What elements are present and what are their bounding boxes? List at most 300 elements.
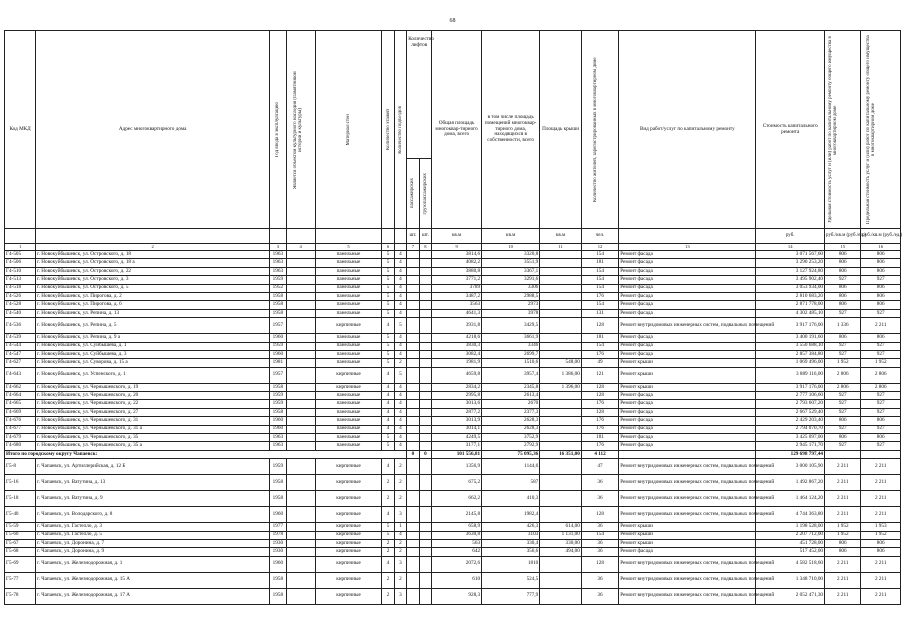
passenger-elevators [407,350,419,358]
table-row [5,267,901,275]
own-area: 2670 [482,400,540,408]
passenger-elevators [407,334,419,342]
total-passenger: 0 [407,450,419,458]
year-built: 1957 [270,318,287,334]
heritage [286,507,315,523]
mkd-code: Г4-536 [5,318,36,334]
max-cost: 806 [861,292,901,300]
total-area: 2834,2 [432,383,482,391]
mkd-code: Г4-539 [5,334,36,342]
unit-cost: 806 [825,301,861,309]
unit-cost: 927 [825,309,861,317]
total-residents: 4 112 [581,450,618,458]
year-built: 1960 [270,334,287,342]
own-area: 2628,3 [482,425,540,433]
wall-material: кирпичные [315,383,382,391]
roof-area [540,318,582,334]
column-number: 11 [540,244,582,251]
work-type: Ремонт крыши [619,383,756,391]
total-area: 3931,8 [432,318,482,334]
wall-material: кирпичные [315,556,382,572]
entrances: 2 [394,491,406,507]
work-type: Ремонт крыши [619,539,756,547]
freight-elevators [419,556,431,572]
repair-cost: 3 290 253,20 [756,259,825,267]
floors: 5 [382,259,394,267]
own-area: 1510,6 [482,359,540,367]
unit-cell: шт. [419,229,431,244]
year-built: 1930 [270,548,287,556]
max-cost: 806 [861,434,901,442]
table-row [5,475,901,491]
residents: 128 [581,408,618,416]
own-area: 1144,6 [482,459,540,475]
unit-cell [5,229,36,244]
header-roof-area: Площадь крыши [540,31,582,229]
total-area: 3771,2 [432,276,482,284]
floors: 2 [382,491,394,507]
passenger-elevators [407,417,419,425]
address: г. Чапаевск, ул. Железнодорожная, д. 17 А [36,588,270,604]
max-cost: 2 211 [861,491,901,507]
unit-cell [286,229,315,244]
unit-cost: 927 [825,408,861,416]
wall-material: панельные [315,301,382,309]
max-cost: 806 [861,284,901,292]
header-freight: грузопассажирских [422,172,428,215]
floors: 4 [382,367,394,383]
address: г. Новокуйбышевск, ул. Островского, д. 3 [36,276,270,284]
max-cost: 2 211 [861,459,901,475]
mkd-code: Г5-68 [5,548,36,556]
repair-cost: 4 744 363,80 [756,507,825,523]
own-area: 330,4 [482,539,540,547]
passenger-elevators [407,539,419,547]
mkd-code: Г4-665 [5,400,36,408]
floors: 5 [382,292,394,300]
column-number: 13 [619,244,756,251]
unit-cell: кв.м [432,229,482,244]
table-row [5,459,901,475]
roof-area [540,292,582,300]
floors: 4 [382,392,394,400]
unit-cost: 2 806 [825,383,861,391]
unit-cost: 927 [825,400,861,408]
year-built: 1963 [270,259,287,267]
freight-elevators [419,572,431,588]
roof-area: 494,00 [540,548,582,556]
own-area: 3551,9 [482,259,540,267]
roof-area [540,556,582,572]
passenger-elevators [407,318,419,334]
year-built: 1960 [270,350,287,358]
total-area: 3014,1 [432,425,482,433]
total-area: 3013,9 [432,417,482,425]
address: г. Чапаевск, ул. Володарского, д. 8 [36,507,270,523]
heritage [286,334,315,342]
roof-area [540,309,582,317]
header-entrances: Количество подъездов [397,105,403,154]
own-area: 524,5 [482,572,540,588]
unit-cell [394,229,406,244]
mkd-code: Г4-547 [5,350,36,358]
entrances: 4 [394,400,406,408]
max-cost: 927 [861,442,901,450]
year-built: 1957 [270,367,287,383]
wall-material: кирпичные [315,523,382,531]
header-code: Код МКД [5,31,36,229]
passenger-elevators [407,442,419,450]
own-area: 410,3 [482,491,540,507]
heritage [286,548,315,556]
total-area: 610 [432,572,482,588]
floors: 5 [382,301,394,309]
work-type: Ремонт фасада [619,434,756,442]
max-cost: 1 952 [861,359,901,367]
max-cost: 806 [861,334,901,342]
passenger-elevators [407,475,419,491]
address: г. Чапаевск, ул. Артиллерийская, д. 12 Б [36,459,270,475]
heritage [286,251,315,259]
table-row [5,417,901,425]
wall-material: панельные [315,417,382,425]
floors: 5 [382,523,394,531]
unit-cell: кв.м [540,229,582,244]
max-cost: 2 211 [861,475,901,491]
mkd-code: Г5-16 [5,475,36,491]
address: г. Новокуйбышевск, ул. Суйбышева, д. 3 [36,350,270,358]
total-freight: 0 [419,450,431,458]
entrances: 2 [394,359,406,367]
repair-cost: 2 794 070,70 [756,425,825,433]
total-area: 3013,6 [432,400,482,408]
entrances: 4 [394,259,406,267]
freight-elevators [419,276,431,284]
entrances: 3 [394,556,406,572]
unit-cost: 806 [825,434,861,442]
max-cost: 2 211 [861,318,901,334]
residents: 181 [581,259,618,267]
unit-cost: 2 211 [825,475,861,491]
max-cost: 2 211 [861,588,901,604]
repair-cost: 2 207 712,00 [756,531,825,539]
floors: 5 [382,251,394,259]
residents: 47 [581,459,618,475]
header-max-cost: Предельная стоимость услуг и (или) работ по капитальному ремонту общего имущества в многоквартирном доме [865,35,876,224]
heritage [286,359,315,367]
passenger-elevators [407,434,419,442]
header-total-area: Общая площадь многоквар-тирного дома, всего [432,31,482,229]
passenger-elevators [407,588,419,604]
total-roof-area: 16 351,00 [540,450,582,458]
passenger-elevators [407,309,419,317]
entrances: 4 [394,334,406,342]
roof-area: 1 386,00 [540,367,582,383]
mkd-code: Г5-59 [5,523,36,531]
heritage [286,309,315,317]
unit-cost: 806 [825,284,861,292]
year-built: 1959 [270,392,287,400]
unit-cell [382,229,394,244]
column-number: 6 [382,244,394,251]
column-number: 4 [286,244,315,251]
floors: 2 [382,572,394,588]
year-built: 1958 [270,408,287,416]
unit-cost: 2 211 [825,459,861,475]
max-cost: 2 806 [861,383,901,391]
wall-material: панельные [315,276,382,284]
unit-cost: 2 211 [825,507,861,523]
repair-cost: 3 917 176,00 [756,318,825,334]
wall-material: панельные [315,309,382,317]
mkd-code: Г5-78 [5,588,36,604]
total-area: 4659,8 [432,367,482,383]
year-built: 1978 [270,531,287,539]
own-area: 3661,9 [482,334,540,342]
entrances: 4 [394,251,406,259]
total-area: 2145,8 [432,507,482,523]
year-built: 1977 [270,523,287,531]
residents: 154 [581,531,618,539]
heritage [286,400,315,408]
residents: 176 [581,292,618,300]
freight-elevators [419,267,431,275]
roof-area: 1 131,00 [540,531,582,539]
repair-cost: 2 777 106,60 [756,392,825,400]
passenger-elevators [407,459,419,475]
year-built: 1958 [270,301,287,309]
entrances: 4 [394,276,406,284]
unit-cost: 1 952 [825,359,861,367]
entrances: 5 [394,318,406,334]
mkd-code: Г4-627 [5,359,36,367]
table-row [5,425,901,433]
work-type: Ремонт крыши [619,367,756,383]
heritage [286,434,315,442]
floors: 5 [382,334,394,342]
unit-cost: 2 211 [825,556,861,572]
mkd-code: Г4-526 [5,292,36,300]
address: г. Новокуйбышевск, ул. Чернышевского, д. 35 а [36,442,270,450]
year-built: 1930 [270,539,287,547]
address: г. Новокуйбышевск, ул. Суворова, д. 15 а [36,359,270,367]
address: г. Новокуйбышевск, ул. Пирогова, д. 2 [36,292,270,300]
mkd-code: Г4-510 [5,267,36,275]
unit-cost: 927 [825,425,861,433]
repair-cost: 2 429 203,40 [756,417,825,425]
unit-cost: 806 [825,259,861,267]
wall-material: кирпичные [315,475,382,491]
entrances: 4 [394,383,406,391]
address: г. Новокуйбышевск, ул. Суйбышева, д. 1 [36,342,270,350]
table-row [5,301,901,309]
year-built: 1959 [270,276,287,284]
heritage [286,459,315,475]
mkd-code: Г5-18 [5,491,36,507]
address: г. Новокуйбышевск, ул. Чернышевского, д. 35 [36,434,270,442]
address: г. Чапаевск, ул. Гастелло, д. 5 [36,531,270,539]
max-cost: 806 [861,539,901,547]
work-type: Ремонт внутридомовых инженерных систем, подвальных помещений [619,588,756,604]
roof-area [540,259,582,267]
total-area: 563 [432,539,482,547]
roof-area [540,491,582,507]
repair-cost: 2 871 778,00 [756,301,825,309]
page-number: 68 [449,18,456,24]
unit-cost: 806 [825,251,861,259]
table-row [5,383,901,391]
work-type: Ремонт внутридомовых инженерных систем, подвальных помещений [619,475,756,491]
table-row [5,572,901,588]
year-built: 1959 [270,342,287,350]
passenger-elevators [407,507,419,523]
heritage [286,292,315,300]
work-type: Ремонт фасада [619,425,756,433]
roof-area [540,417,582,425]
work-type: Ремонт крыши [619,531,756,539]
mkd-code: Г5-77 [5,572,36,588]
freight-elevators [419,417,431,425]
passenger-elevators [407,292,419,300]
freight-elevators [419,359,431,367]
floors: 5 [382,442,394,450]
heritage [286,259,315,267]
roof-area [540,425,582,433]
unit-cell [619,229,756,244]
passenger-elevators [407,367,419,383]
year-built: 1960 [270,417,287,425]
own-area: 3103 [482,531,540,539]
passenger-elevators [407,523,419,531]
total-area: 3177,1 [432,442,482,450]
max-cost: 2 211 [861,507,901,523]
wall-material: кирпичные [315,318,382,334]
freight-elevators [419,318,431,334]
heritage [286,523,315,531]
total-area: 1356,9 [432,459,482,475]
total-area: 3082,4 [432,350,482,358]
residents: 154 [581,276,618,284]
mkd-code: Г4-506 [5,259,36,267]
roof-area: 330,00 [540,539,582,547]
header-cost: Стоимость капитального ремонта [756,31,825,229]
unit-cost: 2 806 [825,367,861,383]
year-built: 1960 [270,507,287,523]
unit-cost: 806 [825,292,861,300]
table-row [5,548,901,556]
table-row [5,367,901,383]
heritage [286,267,315,275]
own-area: 587 [482,475,540,491]
address: г. Новокуйбышевск, ул. Чернышевского, д. 31 а [36,425,270,433]
freight-elevators [419,342,431,350]
total-area: 658,9 [432,523,482,531]
unit-cost: 927 [825,442,861,450]
total-row [5,450,901,458]
unit-cost: 806 [825,417,861,425]
repair-cost: 4 302 485,10 [756,309,825,317]
repair-cost: 3 053 934,00 [756,284,825,292]
heritage [286,531,315,539]
heritage [286,367,315,383]
residents: 154 [581,342,618,350]
unit-cell [270,229,287,244]
table-row [5,491,901,507]
work-type: Ремонт внутридомовых инженерных систем, подвальных помещений [619,507,756,523]
roof-area [540,284,582,292]
passenger-elevators [407,284,419,292]
passenger-elevators [407,251,419,259]
table-row [5,342,901,350]
wall-material: панельные [315,292,382,300]
freight-elevators [419,434,431,442]
table-row [5,276,901,284]
heritage [286,539,315,547]
repair-cost: 3 425 097,00 [756,434,825,442]
address: г. Новокуйбышевск, ул. Чернышевского, д. 22 [36,400,270,408]
unit-cost: 927 [825,276,861,284]
header-residents: Количество жителей, зарегистрированных в многоквартирном доме [593,57,599,202]
total-area: 3789 [432,284,482,292]
entrances: 2 [394,539,406,547]
column-number: 1 [5,244,36,251]
heritage [286,588,315,604]
repair-cost: 1 464 124,20 [756,491,825,507]
residents: 36 [581,539,618,547]
floors: 4 [382,383,394,391]
total-label: Итого по городскому округу Чапаевск: [5,450,407,458]
entrances: 4 [394,425,406,433]
floors: 5 [382,359,394,367]
roof-area [540,475,582,491]
year-built: 1959 [270,400,287,408]
work-type: Ремонт фасада [619,292,756,300]
address: г. Чапаевск, ул. Ватутина, д. 13 [36,475,270,491]
mkd-code: Г4-518 [5,284,36,292]
residents: 176 [581,442,618,450]
own-area: 3957,4 [482,367,540,383]
wall-material: кирпичные [315,507,382,523]
total-area: 4218,6 [432,334,482,342]
wall-material: панельные [315,267,382,275]
total-area: 3563 [432,301,482,309]
own-area: 3367,1 [482,267,540,275]
max-cost: 806 [861,259,901,267]
total-area: 675,2 [432,475,482,491]
header-unit-cost: Удельная стоимость услуг и (или) работ по капитальному ремонту общего имущества в многоквартирном доме [827,36,838,223]
entrances: 4 [394,442,406,450]
mkd-code: Г5-69 [5,556,36,572]
own-area: 3291,6 [482,276,540,284]
freight-elevators [419,531,431,539]
residents: 154 [581,284,618,292]
passenger-elevators [407,400,419,408]
entrances: 4 [394,267,406,275]
header-year: Год ввода в эксплуатацию [275,101,281,158]
repair-cost: 3 550 688,10 [756,342,825,350]
table-row [5,556,901,572]
column-number: 3 [270,244,287,251]
year-built: 1958 [270,588,287,604]
max-cost: 927 [861,276,901,284]
total-area: 928,3 [432,588,482,604]
floors: 2 [382,548,394,556]
column-number: 14 [756,244,825,251]
own-area: 3429,5 [482,318,540,334]
wall-material: панельные [315,400,382,408]
repair-cost: 1 348 710,00 [756,572,825,588]
max-cost: 806 [861,267,901,275]
